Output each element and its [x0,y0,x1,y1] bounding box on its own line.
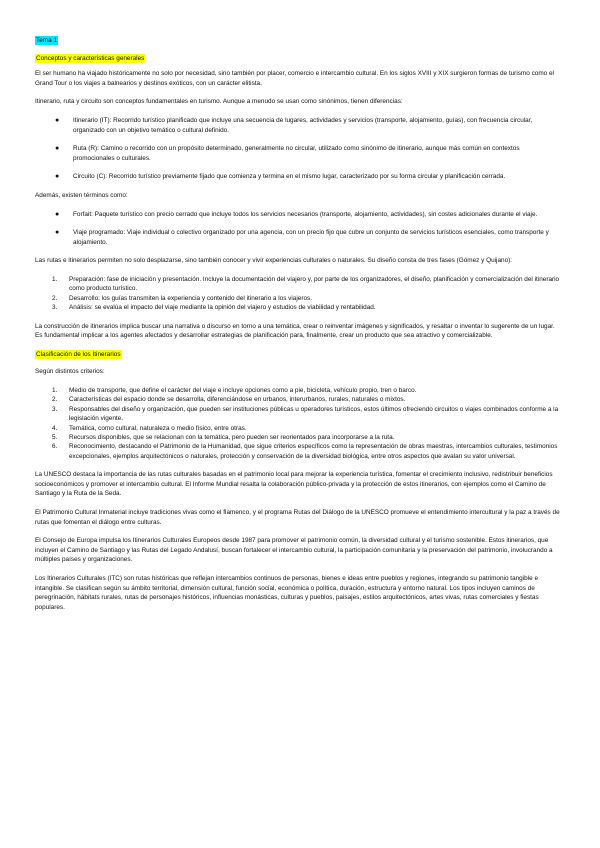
design-intro-paragraph: Las rutas e itinerarios permiten no solo desplazarse, sino también conocer y vivir experiencias culturales o naturales. Su diseño consta de tres fases (Gómez y Quijano): [35,257,513,265]
intro-paragraph-concepts: Itinerario, ruta y circuito son conceptos fundamentales en turismo. Aunque a menudo se usan como sinónimos, tienen diferencias: [35,98,403,106]
topic-label: Tema 1 [36,37,57,44]
list-item: 5. Recursos disponibles, que se relacionan con la temática, pero pueden ser reorientados para incorporarse a la ruta. [52,433,395,441]
bullet-icon: ● [55,145,60,153]
section-heading-concepts: Conceptos y características generales [36,54,145,62]
other-terms-intro: Además, existen términos como: [35,191,128,199]
council-of-europe-paragraph: El Consejo de Europa impulsa los Itinerarios Culturales Europeos desde 1987 para promover el patrimonio común, la diversidad cultural y el turismo sostenible. Estos itinerarios, que incluyen el Camino de Santiago y las Rutas del Legado Andalusí, buscan fortalecer el intercambio cultural, la participación comunitaria y la preservación del patrimonio, involucrando a múltiples países y organizaciones. [35,537,553,564]
cultural-itineraries-paragraph: Los Itinerarios Culturales (ITC) son rutas históricas que reflejan intercambios continuos de personas, bienes e ideas entre pueblos y regiones, integrando su patrimonio tangible e intangible. Se clasifican según su ámbito territorial, dimensión cultural, función social, económica o política, duración, estructura y entorno natural. Los tipos incluyen caminos de peregrinación, hábitats rurales, rutas de personajes históricos, influencias monásticas, culturas y pueblos, paisajes, estilos arquitectónicos, artes vivas, rutas comerciales y fiestas populares. [35,574,539,611]
list-item: ● Ruta (R): Camino o recorrido con un propósito determinado, generalmente no circular, utilizado como sinónimo de itinerario, aunque más común en contextos promocionales o culturales. [55,145,520,162]
list-item: 6. Reconocimiento, destacando el Patrimonio de la Humanidad, que sigue criterios específicos como la representación de obras maestras, intercambios culturales, testimonios excepcionales, ejemplos arquitectónicos o naturales, protección y conservación de la diversidad biológica, entre otros aspectos que avalan su valor universal. [52,443,558,460]
list-item: ● Circuito (C): Recorrido turístico previamente fijado que comienza y termina en el mismo lugar, caracterizado por su forma circular y planificación cerrada. [55,173,506,181]
list-item: 1. Medio de transporte, que define el carácter del viaje e incluye opciones como a pie, bicicleta, vehículo propio, tren o barco. [52,386,417,394]
bullet-icon: ● [55,210,60,218]
list-item: 2. Desarrollo: los guías transmiten la experiencia y contenido del itinerario a los viajeros. [52,294,312,302]
unesco-paragraph: La UNESCO destaca la importancia de las rutas culturales basadas en el patrimonio local para mejorar la experiencia turística, fomentar el crecimiento inclusivo, redistribuir beneficios socioeconómicos y promover el intercambio cultural. El Informe Mundial resalta la colaboración público-privada y la protección de estos itinerarios, con ejemplos como el Camino de Santiago y la Ruta de la Seda. [35,471,553,498]
criteria-intro: Según distintos criterios: [35,368,105,376]
list-item: ● Itinerario (IT): Recorrido turístico planificado que incluye una secuencia de lugares, actividades y servicios (transporte, alojamiento, guías), con frecuencia circular, organizado con un objetivo temático o cultural definido. [55,116,533,134]
list-item: ● Forfait: Paquete turístico con precio cerrado que incluye todos los servicios necesarios (transporte, alojamiento, actividades), sin costes adicionales durante el viaje. [55,210,538,218]
list-item: 3. Responsables del diseño y organización, que pueden ser instituciones públicas u operadores turísticos, estos últimos ofreciendo circuitos o viajes combinados conforme a la legislación vigente. [52,405,559,423]
document-body [35,36,560,621]
criteria-list [35,386,560,461]
list-item: ● Viaje programado: Viaje individual o colectivo organizado por una agencia, con un precio fijo que cubre un conjunto de servicios turísticos esenciales, como transporte y alojamiento. [55,229,549,246]
bullet-icon: ● [55,229,60,237]
other-terms-list [35,210,560,248]
bullet-icon: ● [55,116,60,124]
phases-list [35,275,560,313]
definitions-list [35,116,560,182]
bullet-icon: ● [55,173,60,181]
list-item: 4. Temática, como cultural, naturaleza o medio físico, entre otras. [52,424,247,432]
intangible-heritage-paragraph: El Patrimonio Cultural Inmaterial incluye tradiciones vivas como el flamenco, y el programa Rutas del Diálogo de la UNESCO promueve el entendimiento intercultural y la paz a través de rutas que fomentan el diálogo entre culturas. [35,508,560,526]
list-item: 1. Preparación: fase de iniciación y presentación. Incluye la documentación del viajero y, por parte de los organizadores, el diseño, planificación y comercialización del itinerario como producto turístico. [52,275,560,293]
list-item: 3. Análisis: se evalúa el impacto del viaje mediante la opinión del viajero y estudios de viabilidad y rentabilidad. [52,304,376,312]
list-item: 2. Características del espacio donde se desarrolla, diferenciándose en urbanos, interurbanos, rurales, naturales o mixtos. [52,396,406,404]
construction-paragraph: La construcción de itinerarios implica buscar una narrativa o discurso en torno a una temática, crear o reinventar imágenes y significados, y resaltar o inventar lo sugerente de un lugar. Es fundamental implicar a los agentes afectados y desarrollar estrategias de planificación para, finalmente, crear un producto que sea atractivo y comercializable. [35,322,555,340]
intro-paragraph-history: El ser humano ha viajado históricamente no solo por necesidad, sino también por placer, comercio e intercambio cultural. En los siglos XVIII y XIX surgieron formas de turismo como el Grand Tour o los viajes a balnearios y destinos exóticos, con un carácter elitista. [35,70,554,87]
section-heading-classification: Clasificación de los Itinerarios [36,350,121,358]
